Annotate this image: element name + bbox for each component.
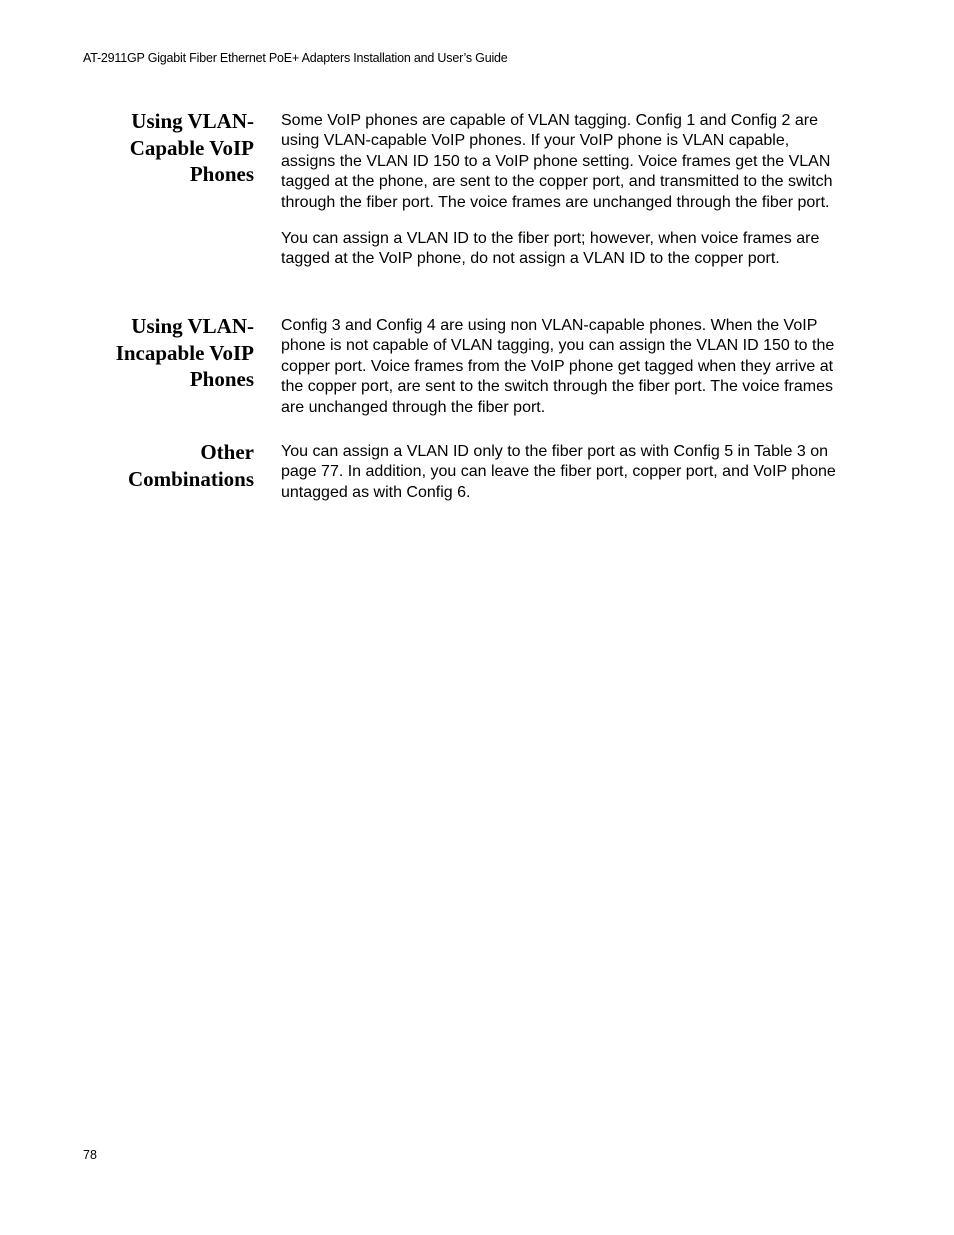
heading-line: Phones (189, 162, 254, 186)
page-number: 78 (83, 1148, 97, 1162)
heading-line: Incapable VoIP (115, 340, 254, 365)
body-paragraph: Some VoIP phones are capable of VLAN tagging. Config 1 and Config 2 are using VLAN-capable VoIP phones. If your VoIP phone is VLAN capable, assigns the VLAN ID 150 to a VoIP phone setting. Voice frames get the VLAN tagged at the phone, are sent to the copper port, and transmitted to the switch through the fiber port. The voice frames are unchanged through the fiber port. (281, 112, 833, 211)
running-header: AT-2911GP Gigabit Fiber Ethernet PoE+ Adapters Installation and User’s Guide (83, 51, 508, 65)
heading-line: Combinations (127, 466, 254, 491)
heading-line: Phones (189, 367, 254, 391)
body-paragraph: Config 3 and Config 4 are using non VLAN-capable phones. When the VoIP phone is not capable of VLAN tagging, you can assign the VLAN ID 150 to the copper port. Voice frames from the VoIP phone get tagged when they arrive at the copper port, are sent to the switch through the fiber port. The voice frames are unchanged through the fiber port. (281, 317, 835, 416)
heading-line: Capable VoIP (129, 135, 254, 160)
section-heading (54, 439, 254, 492)
heading-line: Using VLAN- (131, 314, 254, 338)
section-body (281, 111, 847, 286)
section-heading (54, 108, 254, 188)
section-body (281, 442, 847, 519)
section-heading (54, 313, 254, 393)
body-paragraph: You can assign a VLAN ID only to the fiber port as with Config 5 in Table 3 on page 77. In addition, you can leave the fiber port, copper port, and VoIP phone untagged as with Config 6. (281, 443, 836, 501)
heading-line: Using VLAN- (131, 109, 254, 133)
section-body (281, 316, 847, 434)
heading-line: Other (200, 440, 254, 464)
body-paragraph: You can assign a VLAN ID to the fiber port; however, when voice frames are tagged at the VoIP phone, do not assign a VLAN ID to the copper port. (281, 230, 820, 268)
